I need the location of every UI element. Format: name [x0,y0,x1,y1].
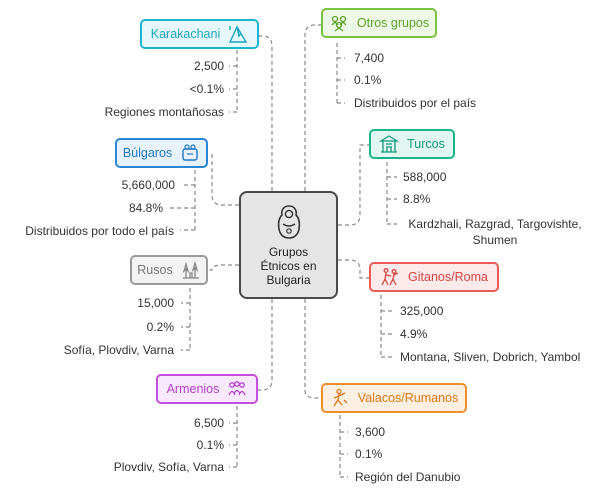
bulgaros-population: 5,660,000 [121,178,175,192]
turcos-regions-line-2: Shumen [472,233,518,247]
node-armenios [156,374,258,404]
otros-percent: 0.1% [354,73,382,87]
node-label: Otros grupos [356,16,430,30]
dancers-icon [380,267,400,287]
node-label: Armenios [166,382,220,396]
rusos-regions: Sofía, Plovdiv, Varna [63,343,174,357]
node-karakachani [140,19,259,49]
mountain-icon [228,24,248,44]
node-label: Gitanos/Roma [408,270,488,284]
center-node [239,191,338,299]
otros-population: 7,400 [354,51,385,65]
pagoda-icon [379,134,399,154]
church-icon [181,260,201,280]
matryoshka-doll-icon [276,205,302,239]
turcos-regions-line-1: Kardzhali, Razgrad, Targovishte, [408,217,582,231]
bulgaros-regions: Distribuidos por todo el país [25,224,174,238]
node-label: Búlgaros [122,146,173,160]
valacos-regions: Región del Danubio [355,470,461,484]
dancer-icon [330,388,350,408]
turcos-population: 588,000 [403,170,447,184]
gitanos-population: 325,000 [400,304,444,318]
center-title-line-2: Étnicos en [260,259,317,273]
armenios-regions: Plovdiv, Sofía, Varna [113,460,224,474]
node-gitanos-roma [369,262,499,292]
node-label: Karakachani [150,27,221,41]
rusos-population: 15,000 [137,296,174,310]
karakachani-percent: <0.1% [189,82,224,96]
valacos-percent: 0.1% [355,447,383,461]
node-label: Valacos/Rumanos [357,391,459,405]
node-rusos [130,255,208,285]
armenios-population: 6,500 [193,416,224,430]
node-valacos-rumanos [321,383,467,413]
people-group-icon [329,13,349,33]
gitanos-regions: Montana, Sliven, Dobrich, Yambol [400,350,581,364]
otros-regions: Distribuidos por el país [354,96,477,110]
rusos-percent: 0.2% [146,320,174,334]
crowd-icon [180,143,200,163]
valacos-population: 3,600 [355,425,386,439]
center-title-line-1: Grupos [268,245,309,259]
gitanos-percent: 4.9% [400,327,428,341]
node-label: Turcos [407,137,445,151]
turcos-percent: 8.8% [403,192,431,206]
node-bulgaros [115,138,208,168]
node-otros-grupos [321,8,437,38]
karakachani-regions: Regiones montañosas [104,105,224,119]
armenios-percent: 0.1% [196,438,224,452]
node-label: Rusos [137,263,173,277]
center-title-line-3: Bulgaria [266,273,311,287]
node-turcos [369,129,455,159]
people-icon [227,379,247,399]
karakachani-population: 2,500 [193,59,224,73]
bulgaros-percent: 84.8% [128,201,163,215]
